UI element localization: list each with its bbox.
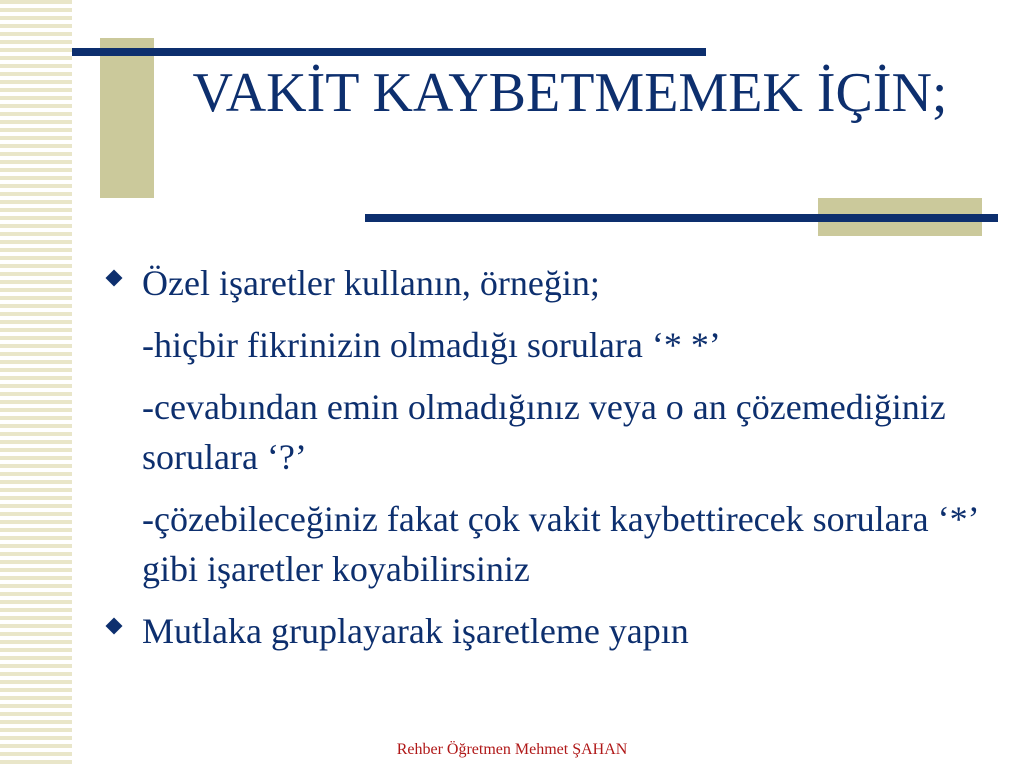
decorative-line-bottom xyxy=(365,214,998,222)
diamond-bullet-icon xyxy=(106,270,123,287)
bullet-item-1 xyxy=(100,258,980,308)
decorative-stripes xyxy=(0,0,72,768)
sub-item-text: -çözebileceğiniz fakat çok vakit kaybettirecek sorulara ‘*’ gibi işaretler koyabilirsiniz xyxy=(142,499,977,589)
sub-item-2 xyxy=(100,382,980,482)
sub-item-3 xyxy=(100,494,980,594)
slide-title: VAKİT KAYBETMEMEK İÇİN; xyxy=(192,62,948,124)
bullet-item-2 xyxy=(100,606,980,656)
sub-item-text: -cevabından emin olmadığınız veya o an çözemediğiniz sorulara ‘?’ xyxy=(142,387,946,477)
bullet-text: Mutlaka gruplayarak işaretleme yapın xyxy=(142,611,689,651)
diamond-bullet-icon xyxy=(106,618,123,635)
decorative-line-top xyxy=(72,48,706,56)
slide-content xyxy=(100,258,980,656)
slide-footer: Rehber Öğretmen Mehmet ŞAHAN xyxy=(396,741,628,758)
decorative-block-left xyxy=(100,38,154,198)
sub-item-1 xyxy=(100,320,980,370)
sub-item-text: -hiçbir fikrinizin olmadığı sorulara ‘* *’ xyxy=(142,325,721,365)
bullet-text: Özel işaretler kullanın, örneğin; xyxy=(142,263,600,303)
